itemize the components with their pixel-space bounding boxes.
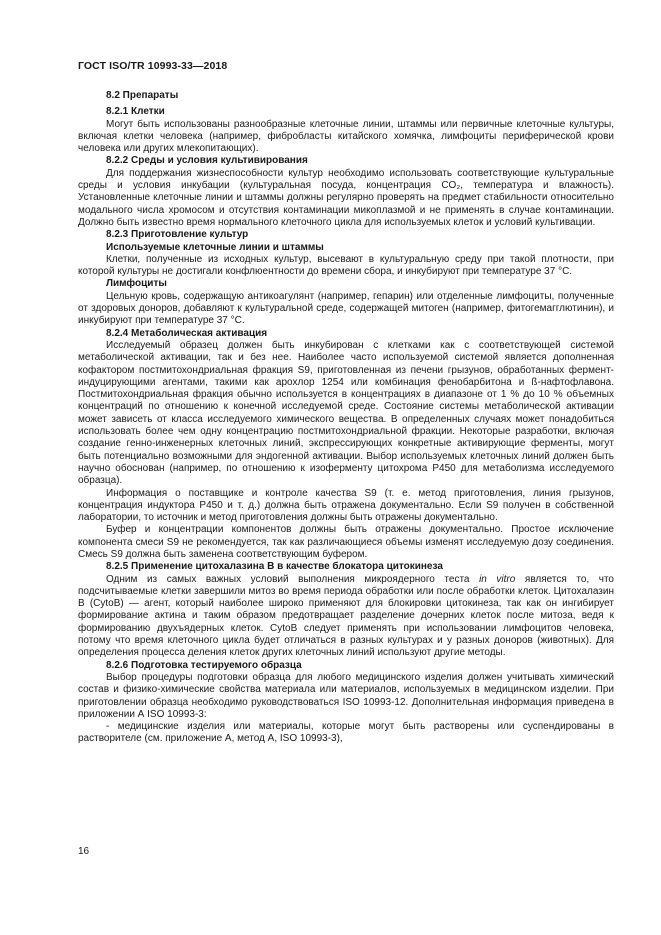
paragraph-8-2-2: Для поддержания жизнеспособности культур необходимо использовать соответствующие культуральные среды и условия инкубации (культуральная посуда, концентрация CO₂, температура и влажность). Установленные клеточные линии и штаммы должны регулярно проверять на предмет стабильности относительно модального числа хромосом и отсутствия контаминации микоплазмой и не применять в случае контаминации. Должно быть известно время нормального клеточного цикла для используемых клеток и условий культивации. — [78, 167, 614, 228]
section-heading-8-2-4: 8.2.4 Метаболическая активация — [106, 327, 268, 339]
page-number: 16 — [78, 846, 90, 857]
in-vitro-term: in vitro — [479, 573, 516, 585]
paragraph-8-2-6: Выбор процедуры подготовки образца для любого медицинского изделия должен учитывать химический состав и физико-химические свойства материала или материалов, используемых в медицинском изделии. При приготовлении образца необходимо руководствоваться ISO 10993-12. Дополнительная информация приведена в приложении А ISO 10993-3: — [78, 671, 614, 720]
paragraph-8-2-1: Могут быть использованы разнообразные клеточные линии, штаммы или первичные клеточные культуры, включая клетки человека (например, фибробласты китайского хомячка, лимфоциты периферической крови человека или других млекопитающих). — [78, 118, 614, 155]
section-heading-8-2-2: 8.2.2 Среды и условия культивирования — [106, 155, 308, 167]
paragraph-lymphocytes: Цельную кровь, содержащую антикоагулянт (например, гепарин) или отделенные лимфоциты, полученные от здоровых доноров, добавляют к культуральной среде, содержащей митоген (например, фитогемагглютинин), и инкубируют при температуре 37 °С. — [78, 290, 614, 327]
section-heading-8-2-3: 8.2.3 Приготовление культур — [106, 229, 249, 241]
subheading-cell-lines: Используемые клеточные линии и штаммы — [106, 241, 324, 253]
section-heading-8-2-1: 8.2.1 Клетки — [106, 106, 165, 118]
paragraph-8-2-5 — [78, 574, 614, 660]
section-heading-8-2: 8.2 Препараты — [106, 90, 179, 101]
list-item-1: - медицинские изделия или материалы, которые могут быть растворены или суспендированы в растворителе (см. приложение А, метод А, ISO 10993-3), — [78, 721, 614, 745]
section-heading-8-2-5: 8.2.5 Применение цитохалазина В в качестве блокатора цитокинеза — [106, 561, 443, 573]
subheading-lymphocytes: Лимфоциты — [106, 278, 167, 290]
paragraph-8-2-4-b: Информация о поставщике и контроле качества S9 (т. е. метод приготовления, линия грызунов, концентрация индуктора P450 и т. д.) должна быть отражена документально. Если S9 получен в собственной лаборатории, то источник и метод приготовления должны быть отражены документально. — [78, 487, 614, 524]
paragraph-8-2-4-a: Исследуемый образец должен быть инкубирован с клетками как с соответствующей системой метаболической активации, так и без нее. Наиболее часто используемой системой является дополненная кофактором постмитохондриальная фракция S9, приготовленная из печени грызунов, обработанных фермент-индуцирующими агентами, такими как арохлор 1254 или комбинация фенобарбитона и ß-нафтофлавона. Постмитохондриальная фракция обычно используется в концентрациях в диапазоне от 1 % до 10 % объемных концентраций по отношению к конечной исследуемой среде. Состояние системы метаболической активации может зависеть от класса исследуемого химического вещества. В определенных случаях может понадобиться использовать более чем одну концентрацию постмитохондриальной фракции. Некоторые разработки, включая создание генно-инженерных клеточных линий, экспрессирующих конкретные активирующие ферменты, могут быть потенциально возможными для эндогенной активации. Выбор используемых клеточных линий должен быть научно обоснован (например, по отношению к изоферменту цитохрома P450 для метаболизма исследуемого образца). — [78, 339, 614, 487]
paragraph-8-2-4-c: Буфер и концентрации компонентов должны быть отражены документально. Простое исключение компонента смеси S9 не рекомендуется, так как различающиеся объемы изменят исследуемую дозу соединения. Смесь S9 должна быть заменена соответствующим буфером. — [78, 524, 614, 560]
paragraph-cell-lines: Клетки, полученные из исходных культур, высевают в культуральную среду при такой плотности, при которой культуры не достигали конфлюентности до времени сбора, и инкубируют при температуре 37 °С. — [78, 253, 614, 278]
page-header: ГОСТ ISO/TR 10993-33—2018 — [78, 60, 228, 72]
paragraph-8-2-5-rest: является то, что подсчитываемые клетки завершили митоз во время периода обработки или после обработки клеток. Цитохалазин В (CytoB) — агент, который наиболее широко применяют для блокировки цитокинеза, так как он ингибирует формирование актина и таким образом предотвращает разделение дочерних клеток после митоза, ведя к формированию двухъядерных клеток. CytoB следует применять при использовании лимфоцитов человека, потому что время клеточного цикла будет отличаться в разных культурах и у разных доноров (животных). Для определения процесса деления клеток других клеточных линий используют другие методы. — [78, 573, 614, 659]
document-body — [78, 90, 614, 746]
paragraph-8-2-5-start: Одним из самых важных условий выполнения микроядерного теста — [106, 573, 480, 585]
section-heading-8-2-6: 8.2.6 Подготовка тестируемого образца — [106, 659, 302, 671]
